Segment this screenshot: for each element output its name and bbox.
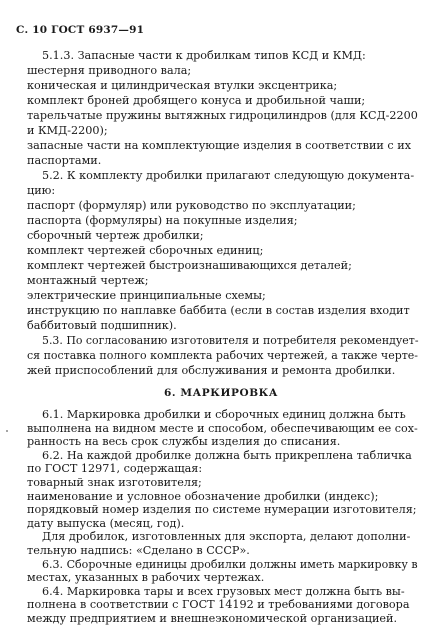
text-line: шестерня приводного вала;: [27, 64, 192, 77]
text-line: цию:: [27, 184, 56, 197]
text-line: товарный знак изготовителя;: [27, 476, 202, 489]
text-line: 5.1.3. Запасные части к дробилкам типов КСД и КМД:: [42, 49, 366, 62]
text-line: комплект чертежей быстроизнашивающихся деталей;: [27, 259, 352, 272]
text-line: комплект чертежей сборочных единиц;: [27, 244, 264, 257]
text-line: выполнена на видном месте и способом, обеспечивающим ее сох-: [27, 421, 418, 435]
text-line: местах, указанных в рабочих чертежах.: [27, 571, 265, 585]
text-line: 6.2. На каждой дробилке должна быть прикреплена табличка: [42, 448, 412, 462]
text-line: баббитовый подшипник).: [27, 319, 177, 332]
text-line: порядковый номер изделия по системе нумерации изготовителя;: [27, 503, 417, 517]
text-line: 6.4. Маркировка тары и всех грузовых мест должна быть вы-: [42, 584, 405, 598]
text-line: электрические принципиальные схемы;: [27, 289, 266, 302]
text-line: коническая и цилиндрическая втулки эксцентрика;: [27, 79, 338, 92]
text-line: ся поставка полного комплекта рабочих чертежей, а также черте-: [27, 349, 419, 362]
text-line: наименование и условное обозначение дробилки (индекс);: [27, 489, 379, 503]
text-line: инструкцию по наплавке баббита (если в состав изделия входит: [27, 304, 410, 317]
text-line: 5.2. К комплекту дробилки прилагают следующую документа-: [42, 169, 415, 182]
text-line: монтажный чертеж;: [27, 274, 149, 287]
text-line: запасные части на комплектующие изделия в соответствии с их: [27, 139, 412, 152]
text-line: ранность на весь срок службы изделия до списания.: [27, 435, 341, 449]
text-line: тарельчатые пружины вытяжных гидроцилиндров (для КСД-2200: [27, 109, 418, 122]
text-line: паспорт (формуляр) или руководство по эксплуатации;: [27, 199, 356, 212]
text-line: комплект броней дробящего конуса и дробильной чаши;: [27, 94, 366, 107]
text-line: между предприятием и внешнеэкономической организацией.: [27, 612, 398, 625]
text-line: и КМД-2200);: [27, 124, 108, 137]
text-line: тельную надпись: «Сделано в СССР».: [27, 544, 250, 557]
section-heading: 6. МАРКИРОВКА: [164, 387, 278, 399]
text-line: полнена в соответствии с ГОСТ 14192 и требованиями договора: [27, 598, 410, 612]
text-line: паспорта (формуляры) на покупные изделия;: [27, 214, 298, 227]
text-line: паспортами.: [27, 154, 102, 167]
page-header: С. 10 ГОСТ 6937—91: [16, 24, 145, 36]
text-line: Для дробилок, изготовленных для экспорта, делают дополни-: [42, 530, 411, 544]
text-line: 6.1. Маркировка дробилки и сборочных единиц должна быть: [42, 408, 406, 421]
text-line: 6.3. Сборочные единицы дробилки должны иметь маркировку в: [42, 557, 418, 571]
text-line: дату выпуска (месяц, год).: [27, 516, 185, 530]
text-line: жей приспособлений для обслуживания и ремонта дробилки.: [27, 364, 396, 377]
text-line: по ГОСТ 12971, содержащая:: [27, 462, 203, 476]
text-line: 5.3. По согласованию изготовителя и потребителя рекомендует-: [42, 334, 419, 347]
margin-mark: [6, 430, 8, 432]
text-line: сборочный чертеж дробилки;: [27, 229, 204, 242]
